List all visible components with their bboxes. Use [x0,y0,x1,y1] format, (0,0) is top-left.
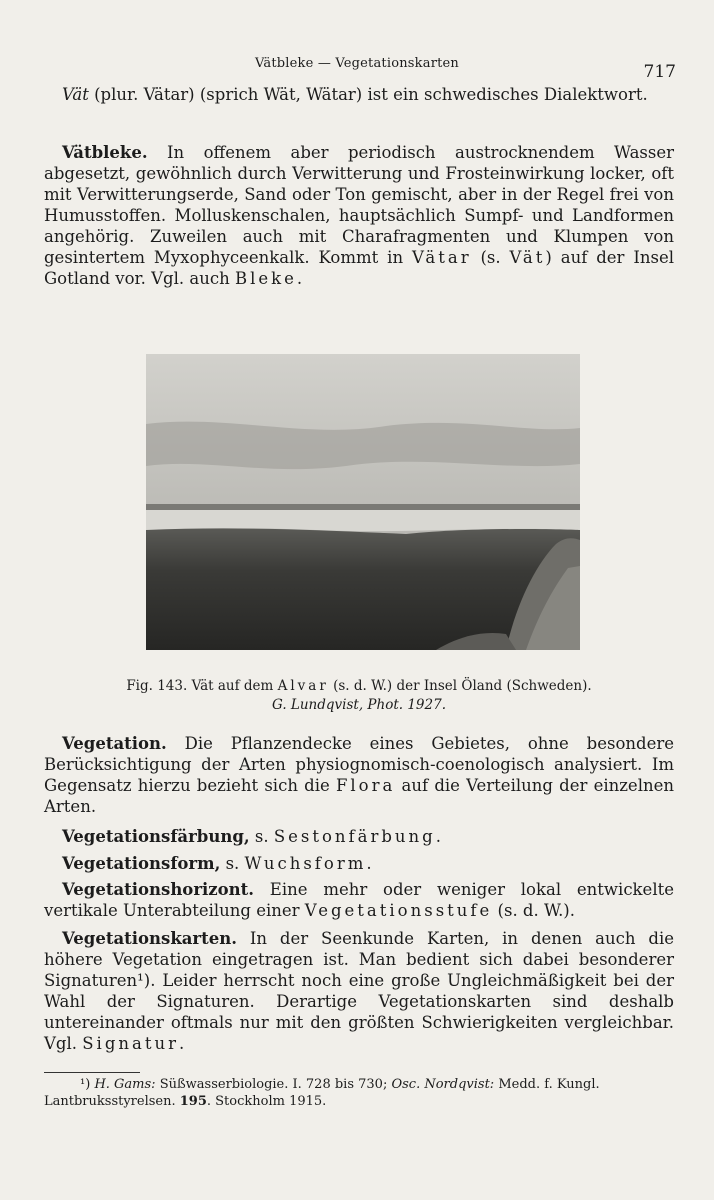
cross-ref-alvar: Alvar [277,678,329,694]
caption-pre: Fig. 143. Vät auf dem [126,678,278,694]
entry-vegetationsform-pre: s. [220,854,245,873]
entry-vaet-text: (plur. Vätar) (sprich Wät, Wätar) ist ein schwedisches Dialektwort. [88,85,648,104]
cross-ref-vaetar: Vätar [411,248,472,267]
entry-vaetbleke-mid2: ) auf der Insel Gotland vor. Vgl. auch [44,248,674,288]
cross-ref-flora: Flora [335,776,396,795]
cross-ref-vaet: Vät [509,248,546,267]
entry-vegetationsfaerbung-pre: s. [249,827,274,846]
caption-line-2 [44,696,674,715]
entry-vegetationshorizont-text: Eine mehr oder weniger lokal entwickelte vertikale Unterabteilung einer [44,880,674,920]
figure-photograph [146,354,580,650]
page-number: 717 [643,62,676,82]
shore-strip [146,510,580,531]
lemma-vegetationshorizont: Vegetationshorizont. [62,880,255,899]
lemma-vegetationsfaerbung: Vegetationsfärbung, [62,827,250,846]
entry-vegetationsform-end: . [366,854,372,873]
landscape-photo [146,354,580,650]
running-title: Vätbleke — Vegetationskarten [254,56,460,71]
entry-vegetationshorizont [44,879,674,921]
entry-vegetationskarten [44,928,674,1054]
photo-credit: G. Lundqvist, Phot. 1927. [272,697,446,713]
footnote-text-2: Medd. f. Kungl. Lantbruksstyrelsen. [44,1077,600,1109]
footnote-text-3: . Stockholm 1915. [206,1094,327,1109]
footnote-text-1: Süßwasserbiologie. I. 728 bis 730; [155,1077,392,1092]
figure-caption [44,677,674,715]
cross-ref-bleke: Bleke [234,269,297,288]
entry-vaetbleke-mid: (s. [471,248,510,267]
cross-ref-signatur: Signatur [82,1034,180,1053]
footnote-marker: ¹) [80,1077,91,1092]
entry-vegetation-end: auf die Verteilung der einzelnen Arten. [44,776,674,816]
entry-vegetation-text: Die Pflanzendecke eines Gebietes, ohne besondere Berücksichtigung der Arten physiognomisch-coenologisch analysiert. Im Gegensatz hierzu bezieht sich die [44,734,674,795]
footnote-rule [44,1072,140,1073]
footnote-author-nordqvist: Osc. Nordqvist: [391,1077,495,1092]
lemma-vegetationskarten: Vegetationskarten. [62,929,237,948]
lemma-vaet: Vät [62,85,89,104]
horizon-line [146,504,580,510]
caption-post: (s. d. W.) der Insel Öland (Schweden). [328,678,592,694]
entry-vaetbleke-end: . [296,269,303,288]
entry-vegetationsfaerbung-end: . [435,827,441,846]
entry-vegetation [44,733,674,817]
lemma-vaetbleke: Vätbleke. [62,143,148,162]
footnote [44,1076,674,1110]
entry-vaetbleke [44,142,674,289]
lemma-vegetation: Vegetation. [62,734,167,753]
cross-ref-sestonfaerbung: Sestonfärbung [273,827,436,846]
caption-line-1 [44,677,674,696]
cross-ref-wuchsform: Wuchsform [244,854,367,873]
cross-ref-vegetationsstufe: Vegetationsstufe [304,901,493,920]
entry-vegetationskarten-end: . [179,1034,185,1053]
entry-vaet [44,84,674,105]
entry-vegetationsfaerbung [44,826,674,847]
entry-vegetationskarten-text: In der Seenkunde Karten, in denen auch die höhere Vegetation eingetragen ist. Man bedient sich dabei besonderer Signaturen¹). Leider herrscht noch eine große Ungleichmäßigkeit bei der Wahl der Signaturen. Derartige Vegetationskarten sind deshalb untereinander oftmals nur mit den größten Schwierigkeiten vergleichbar. Vgl. [44,929,674,1053]
entry-vegetationsform [44,853,674,874]
lemma-vegetationsform: Vegetationsform, [62,854,221,873]
entry-vegetationshorizont-end: (s. d. W.). [492,901,575,920]
entry-vaetbleke-text: In offenem aber periodisch austrocknendem Wasser abgesetzt, gewöhnlich durch Verwitterung und Frosteinwirkung locker, oft mit Verwitterungserde, Sand oder Ton gemischt, aber in der Regel frei von Humusstoffen. Molluskenschalen, hauptsächlich Sumpf- und Landformen angehörig. Zuweilen auch mit Charafragmenten und Klumpen von gesintertem Myxophyceenkalk. Kommt in [44,143,674,267]
footnote-author-gams: H. Gams: [94,1077,156,1092]
footnote-volume: 195 [179,1094,207,1109]
